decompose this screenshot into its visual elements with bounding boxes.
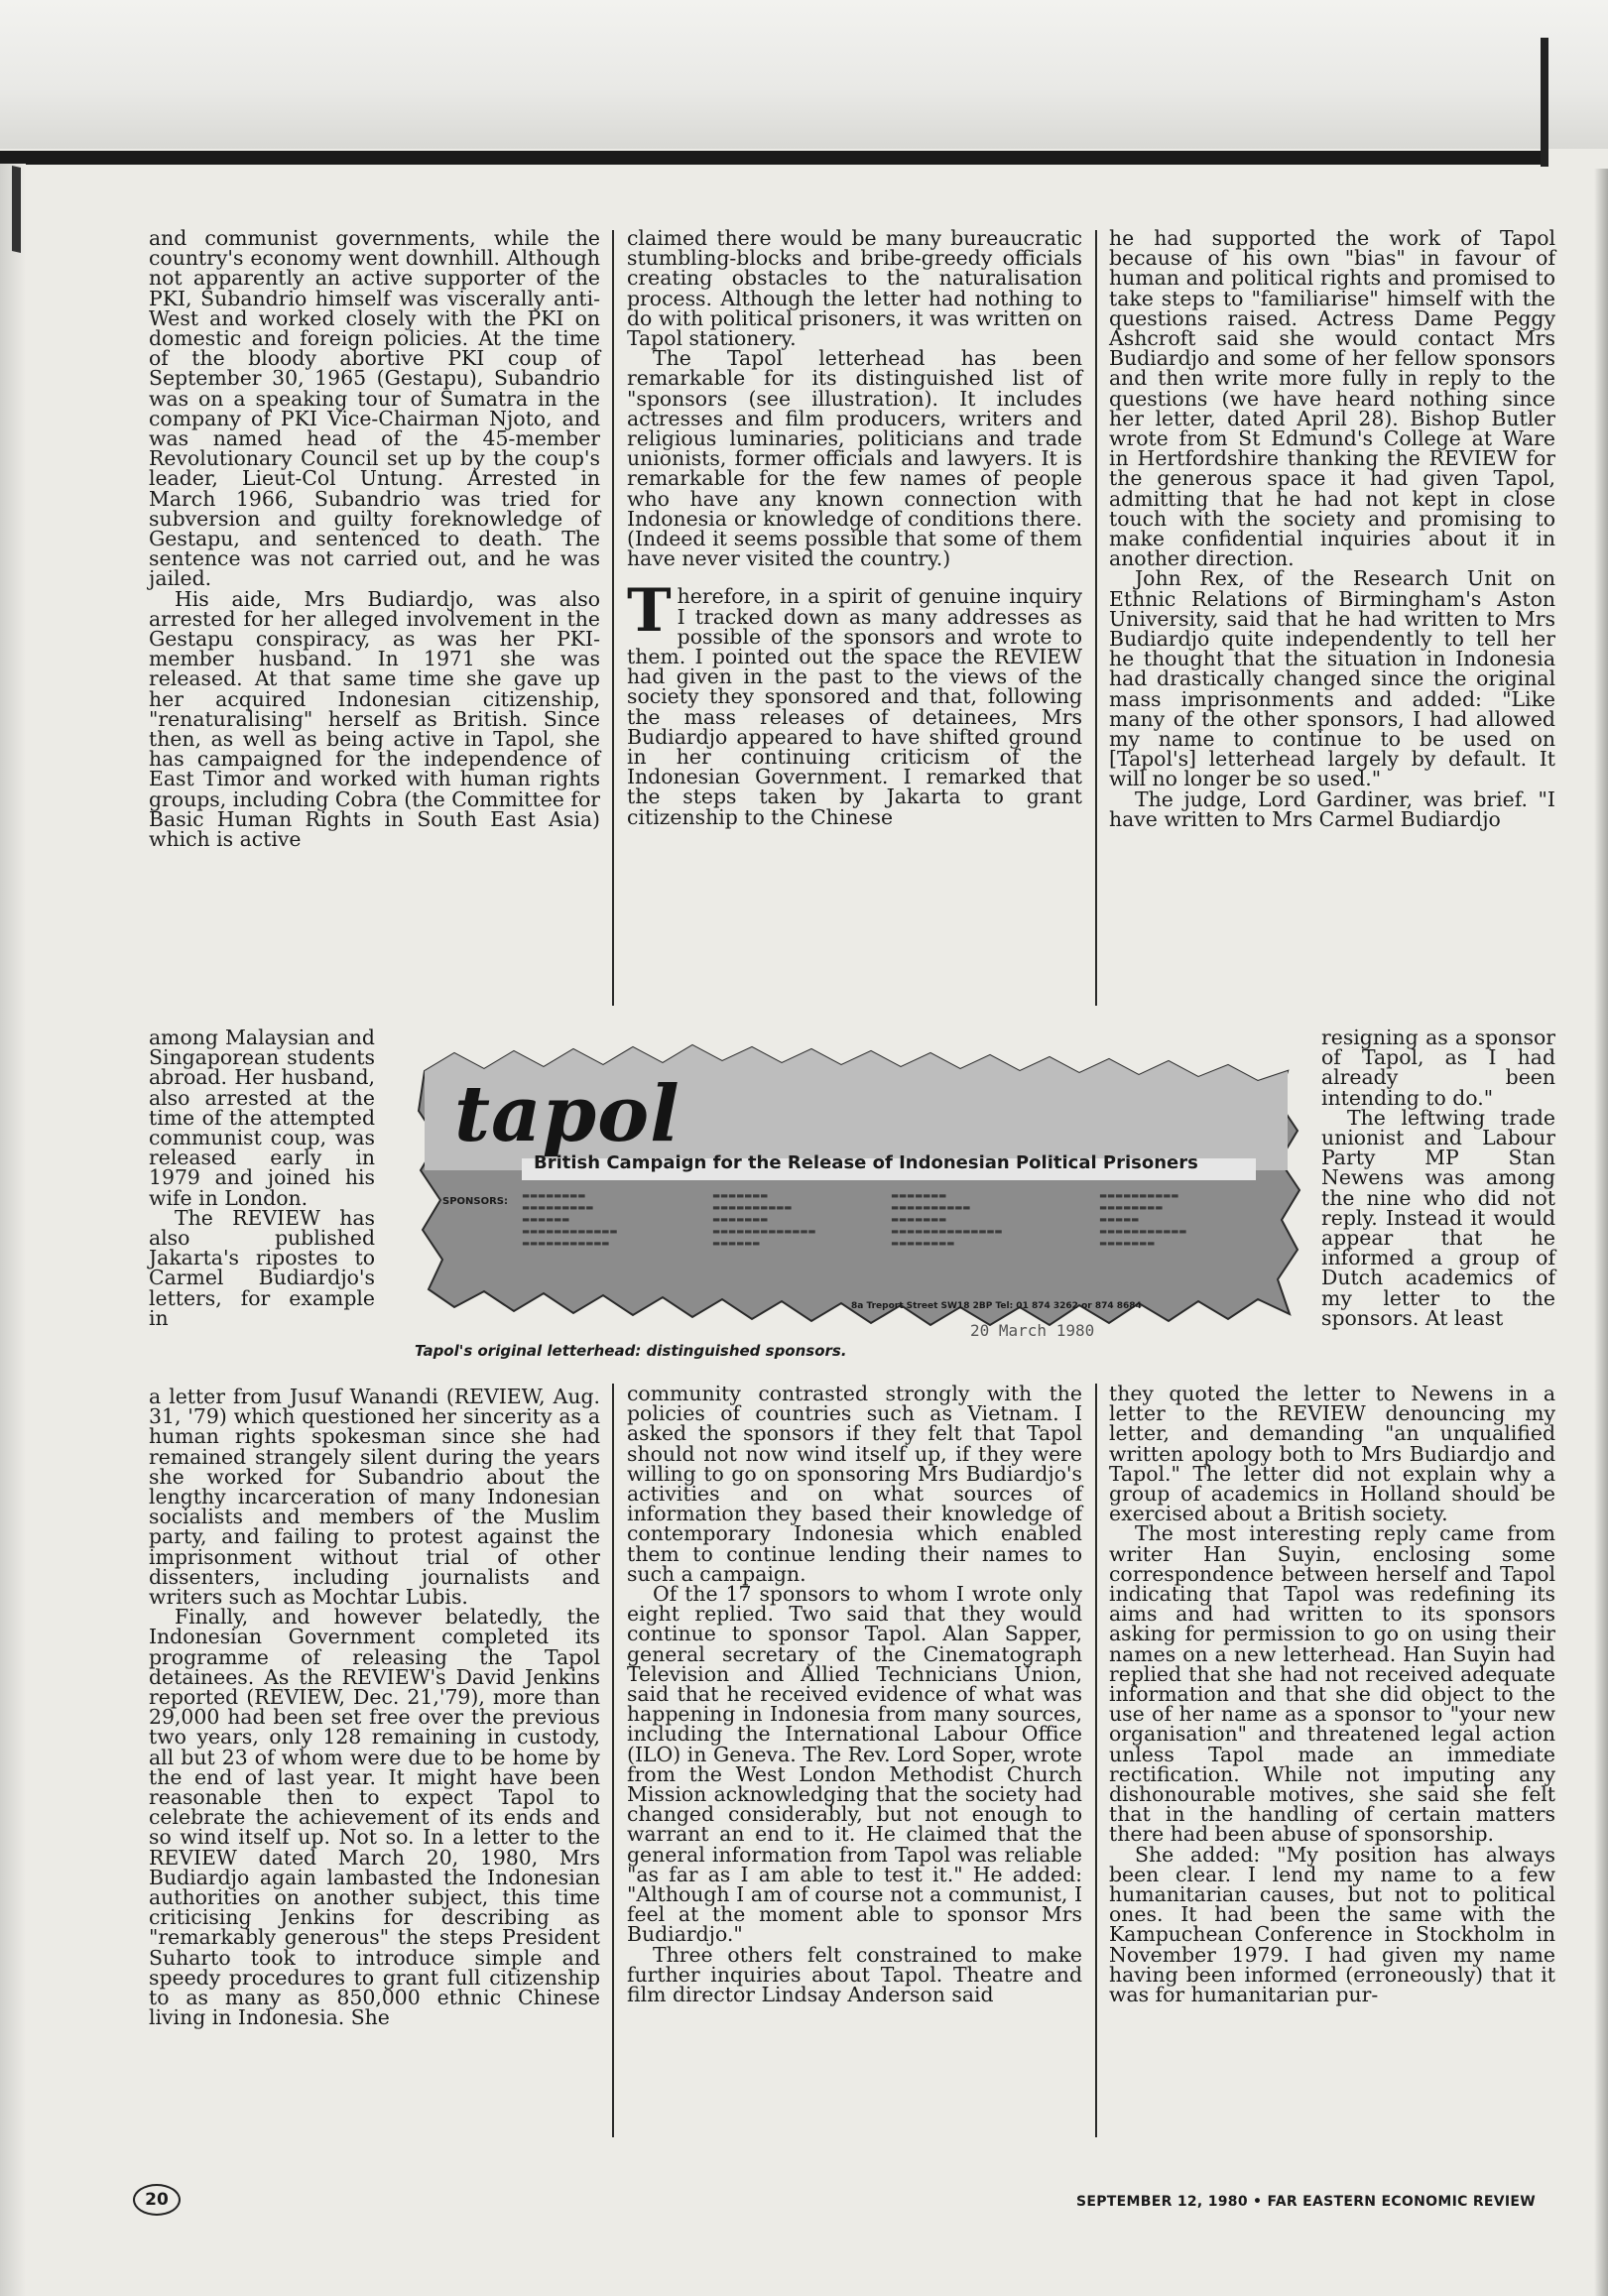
paragraph: The leftwing trade unionist and Labour Party MP Stan Newens was among the nine who did not reply. Instead it would appear that he informed a group of Dutch academics of my letter to the sponsors. At least [1321,1105,1555,1330]
illustration-caption: Tapol's original letterhead: distinguished sponsors. [415,1342,847,1360]
letterhead-address: 8a Treport Street SW18 2BP Tel: 01 874 3262 or 874 8684 [851,1301,1142,1311]
column-rule-1-lower [612,1384,614,2137]
sponsor-names-block: ▬▬▬▬▬▬▬▬ ▬▬▬▬▬▬▬▬▬ ▬▬▬▬▬▬ ▬▬▬▬▬▬▬▬▬▬▬▬ ▬▬▬▬▬▬▬▬▬▬▬ [522,1191,618,1249]
paragraph: The most interesting reply came from writer Han Suyin, enclosing some correspondence between herself and Tapol indicating that Tapol was redefining its aims and had written to its sponsors asking for permission to go on using their names on a new letterhead. Han Suyin had replied that she had not received adequate information and that she did object to the use of her name as a sponsor to "your new organisation" and threatened legal action unless Tapol made an immediate rectification. While not imputing any dishonourable motives, she said she felt that in the handling of certain matters there had been abuse of sponsorship. [1109,1521,1555,1847]
article-column-3-lower [1109,1382,1555,2007]
paragraph-text: herefore, in a spirit of genuine inquiry I tracked down as many addresses as possible of the sponsors and wrote to them. I pointed out the space the REVIEW had given in the past to the views of the society they sponsored and that, following the mass releases of detainees, Mrs Budiardjo appeared to have shifted ground in her continuing criticism of the Indonesian Government. I remarked that the steps taken by Jakarta to grant citizenship to the Chinese [627,584,1082,829]
paragraph: community contrasted strongly with the policies of countries such as Vietnam. I asked the sponsors if they felt that Tapol should not now wind itself up, if they were willing to go on sponsoring Mrs Budiardjo's activities and on what sources of information they based their knowledge of contemporary Indonesia which enabled them to continue lending their names to such a campaign. [627,1382,1082,1586]
paragraph-with-dropcap [627,576,1082,829]
paragraph: and communist governments, while the country's economy went downhill. Although not apparently an active supporter of the PKI, Subandrio himself was viscerally anti-West and worked closely with the PKI on domestic and foreign policies. At the time of the bloody abortive PKI coup of September 30, 1965 (Gestapu), Subandrio was on a speaking tour of Sumatra in the company of PKI Vice-Chairman Njoto, and was named head of the 45-member Revolutionary Council set up by the coup's leader, Lieut-Col Untung. Arrested in March 1966, Subandrio was tried for subversion and guilty foreknowledge of Gestapu, and sentenced to death. The sentence was not carried out, and he was jailed. [149,226,600,591]
paragraph: The REVIEW has also published Jakarta's ripostes to Carmel Budiardjo's letters, for example in [149,1205,375,1330]
paragraph: The judge, Lord Gardiner, was brief. "I have written to Mrs Carmel Budiardjo [1109,786,1555,831]
paragraph: claimed there would be many bureaucratic stumbling-blocks and bribe-greedy officials creating obstacles to the naturalisation process. Although the letter had nothing to do with political prisoners, it was written on Tapol stationery. [627,226,1082,351]
paragraph: Three others felt constrained to make further inquiries about Tapol. Theatre and film director Lindsay Anderson said [627,1942,1082,2007]
paragraph: he had supported the work of Tapol because of his own "bias" in favour of human and political rights and promised to take steps to "familiarise" himself with the questions raised. Actress Dame Peggy Ashcroft said she would contact Mrs Budiardjo and some of her fellow sponsors and then write more fully in reply to the questions (we have heard nothing since her letter, dated April 28). Bishop Butler wrote from St Edmund's College at Ware in Hertfordshire thanking the REVIEW for the generous space it had given Tapol, admitting that he had not kept in close touch with the society and promising to make confidential inquiries about it in another direction. [1109,226,1555,571]
paragraph: John Rex, of the Research Unit on Ethnic Relations of Birmingham's Aston University, said that he had written to Mrs Budiardjo quite independently to tell her he thought that the situation in Indonesia had drastically changed since the original mass imprisonments and added: "Like many of the other sponsors, I had allowed my name to continue to be used on [Tapol's] letterhead largely by default. It will no longer be so used." [1109,566,1555,791]
paragraph: The Tapol letterhead has been remarkable for its distinguished list of "sponsors (see illustration). It includes actresses and film producers, writers and religious luminaries, politicians and trade unionists, former officials and lawyers. It is remarkable for the few names of people who have any known connection with Indonesia or knowledge of conditions there. (Indeed it seems possible that some of them have never visited the country.) [627,346,1082,571]
article-column-1-lower [149,1387,600,2028]
tapol-logo: tapol [454,1069,680,1159]
article-column-1 [149,226,600,852]
running-footer: SEPTEMBER 12, 1980 • FAR EASTERN ECONOMIC REVIEW [1076,2194,1537,2210]
scanner-top-band [0,0,1608,149]
article-column-3 [1109,228,1555,829]
page-right-edge [1594,169,1608,2296]
letterhead-date: 20 March 1980 [970,1321,1095,1340]
left-scan-mark [12,166,21,253]
column-rule-2-lower [1095,1384,1097,2137]
letterhead-illustration [415,1031,1307,1340]
paragraph: they quoted the letter to Newens in a letter to the REVIEW denouncing my letter, and demanding "an unqualified written apology both to Mrs Budiardjo and Tapol." The letter did not explain why a group of academics in Holland should be exercised about a British society. [1109,1382,1555,1526]
page-number: 20 [133,2184,181,2216]
paragraph: She added: "My position has always been clear. I lend my name to a few humanitarian causes, but not to political ones. It had been the same with the Kampuchean Conference in Stockholm in November 1979. I had given my name having been informed (erroneously) that it was for humanitarian pur- [1109,1842,1555,2007]
letterhead-tagline: British Campaign for the Release of Indonesian Political Prisoners [534,1152,1198,1173]
paragraph: Finally, and however belatedly, the Indonesian Government completed its programme of releasing the Tapol detainees. As the REVIEW's David Jenkins reported (REVIEW, Dec. 21,'79), more than 29,000 had been set free over the previous two years, only 128 remaining in custody, all but 23 of whom were due to be home by the end of last year. It might have been reasonable then to expect Tapol to celebrate the achievement of its ends and so wind itself up. Not so. In a letter to the REVIEW dated March 20, 1980, Mrs Budiardjo again lambasted the Indonesian authorities on another subject, this time criticising Jenkins for describing as "remarkably generous" the steps President Suharto took to introduce simple and speedy procedures to grant full citizenship to as many as 850,000 ethnic Chinese living in Indonesia. She [149,1605,600,2030]
column-rule-1 [612,230,614,1006]
paragraph: resigning as a sponsor of Tapol, as I had already been intending to do." [1321,1026,1555,1110]
drop-cap: T [627,576,672,647]
sponsor-names-block: ▬▬▬▬▬▬▬ ▬▬▬▬▬▬▬▬▬▬ ▬▬▬▬▬▬▬ ▬▬▬▬▬▬▬▬▬▬▬▬▬ ▬▬▬▬▬▬ [712,1191,816,1249]
article-column-1-wrap [149,1027,375,1328]
paragraph: His aide, Mrs Budiardjo, was also arrested for her alleged involvement in the Gestapu conspiracy, as was her PKI-member husband. In 1971 she was released. At that same time she gave up her acquired Indonesian citizenship, "renaturalising" herself as British. Since then, as well as being active in Tapol, she has campaigned for the independence of East Timor and worked with human rights groups, including Cobra (the Committee for Basic Human Rights in South East Asia) which is active [149,586,600,852]
article-column-2 [627,228,1082,827]
paragraph: Of the 17 sponsors to whom I wrote only eight replied. Two said that they would continue to sponsor Tapol. Alan Sapper, general secretary of the Cinematograph Television and Allied Technicians Union, said that he received evidence of what was happening in Indonesia from many sources, including the International Labour Office (ILO) in Geneva. The Rev. Lord Soper, wrote from the West London Methodist Church Mission acknowledging that the society had changed considerably, but not enough to warrant an end to it. He claimed that the general information from Tapol was reliable "as far as I am able to test it." He added: "Although I am of course not a communist, I feel at the moment able to sponsor Mrs Budiardjo." [627,1582,1082,1947]
article-column-3-wrap [1321,1027,1555,1328]
top-rule [0,151,1547,165]
sponsor-names-block: ▬▬▬▬▬▬▬ ▬▬▬▬▬▬▬▬▬▬ ▬▬▬▬▬▬▬ ▬▬▬▬▬▬▬▬▬▬▬▬▬▬ ▬▬▬▬▬▬▬▬ [891,1191,1003,1249]
sponsor-names-block: ▬▬▬▬▬▬▬▬▬▬ ▬▬▬▬▬▬▬▬ ▬▬▬▬▬ ▬▬▬▬▬▬▬▬▬▬▬ ▬▬▬▬▬▬▬ [1099,1191,1187,1249]
paragraph: among Malaysian and Singaporean students abroad. Her husband, also arrested at the time of the attempted communist coup, was released early in 1979 and joined his wife in London. [149,1026,375,1210]
paragraph: a letter from Jusuf Wanandi (REVIEW, Aug. 31, '79) which questioned her sincerity as a human rights spokesman since she had remained strangely silent during the years she worked for Subandrio about the lengthy incarceration of many Indonesian socialists and members of the Muslim party, and failing to protest against the imprisonment without trial of other dissenters, including journalists and writers such as Mochtar Lubis. [149,1385,600,1610]
column-rule-2 [1095,230,1097,1006]
article-column-2-lower [627,1382,1082,2007]
top-right-mark [1541,38,1548,167]
sponsors-label: SPONSORS: [442,1196,509,1207]
page-left-edge [0,164,26,2296]
